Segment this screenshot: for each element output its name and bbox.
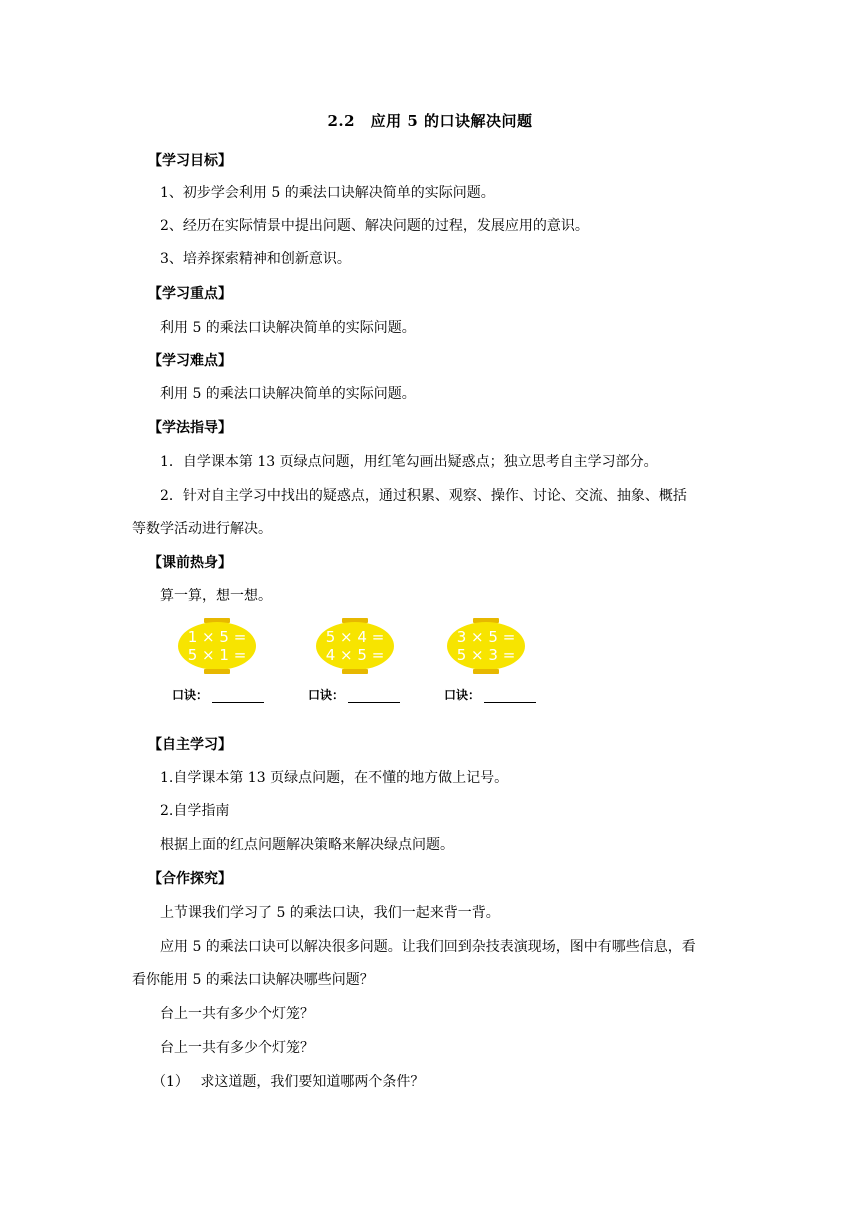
answer-blank (212, 690, 264, 703)
koujue-blank-1 (172, 686, 264, 703)
heading-warmup: 【课前热身】 (148, 555, 232, 571)
coop-question-1: 台上一共有多少个灯笼？ (160, 1006, 314, 1022)
lantern-cap-bottom (204, 669, 230, 674)
heading-goals: 【学习目标】 (148, 153, 232, 169)
goal-item-3: 3、培养探索精神和创新意识。 (160, 251, 351, 267)
lantern-equation: 5 × 4 = (325, 628, 385, 646)
lantern-cap-bottom (342, 669, 368, 674)
lantern-equation: 3 × 5 = (456, 628, 516, 646)
coop-item-1: 上节课我们学习了 5 的乘法口诀，我们一起来背一背。 (160, 905, 500, 921)
koujue-label: 口诀： (444, 688, 481, 702)
self-item-3: 根据上面的红点问题解决策略来解决绿点问题。 (160, 837, 454, 853)
lantern-cap-bottom (473, 669, 499, 674)
coop-question-2: 台上一共有多少个灯笼？ (160, 1040, 314, 1056)
coop-item-2-cont: 看你能用 5 的乘法口诀解决哪些问题？ (132, 972, 374, 988)
difficulty-text: 利用 5 的乘法口诀解决简单的实际问题。 (160, 386, 416, 402)
key-text: 利用 5 的乘法口诀解决简单的实际问题。 (160, 320, 416, 336)
method-item-2-cont: 等数学活动进行解决。 (132, 521, 272, 537)
heading-cooperation: 【合作探究】 (148, 871, 232, 887)
lantern-equation: 5 × 3 = (456, 646, 516, 664)
warmup-text: 算一算，想一想。 (160, 588, 272, 604)
lantern-2 (312, 618, 398, 674)
heading-key: 【学习重点】 (148, 286, 232, 302)
goal-item-1: 1、初步学会利用 5 的乘法口诀解决简单的实际问题。 (160, 185, 495, 201)
coop-item-2: 应用 5 的乘法口诀可以解决很多问题。让我们回到杂技表演现场，图中有哪些信息，看 (160, 939, 696, 955)
method-item-2: 2．针对自主学习中找出的疑惑点，通过积累、观察、操作、讨论、交流、抽象、概括 (160, 488, 687, 504)
heading-method: 【学法指导】 (148, 420, 232, 436)
goal-item-2: 2、经历在实际情景中提出问题、解决问题的过程，发展应用的意识。 (160, 218, 589, 234)
lantern-1 (174, 618, 260, 674)
coop-subquestion-1: （1） 求这道题，我们要知道哪两个条件？ (152, 1074, 425, 1090)
heading-self-study: 【自主学习】 (148, 737, 232, 753)
koujue-label: 口诀： (308, 688, 345, 702)
answer-blank (484, 690, 536, 703)
page-title: 2.2 应用 5 的口诀解决问题 (327, 112, 533, 130)
lantern-equation: 4 × 5 = (325, 646, 385, 664)
lantern-3 (443, 618, 529, 674)
method-item-1: 1．自学课本第 13 页绿点问题，用红笔勾画出疑惑点；独立思考自主学习部分。 (160, 454, 658, 470)
answer-blank (348, 690, 400, 703)
self-item-2: 2.自学指南 (160, 803, 230, 819)
koujue-blank-2 (308, 686, 400, 703)
heading-difficulty: 【学习难点】 (148, 353, 232, 369)
lantern-equation: 1 × 5 = (187, 628, 247, 646)
koujue-label: 口诀： (172, 688, 209, 702)
koujue-blank-3 (444, 686, 536, 703)
self-item-1: 1.自学课本第 13 页绿点问题，在不懂的地方做上记号。 (160, 770, 509, 786)
lantern-equation: 5 × 1 = (187, 646, 247, 664)
